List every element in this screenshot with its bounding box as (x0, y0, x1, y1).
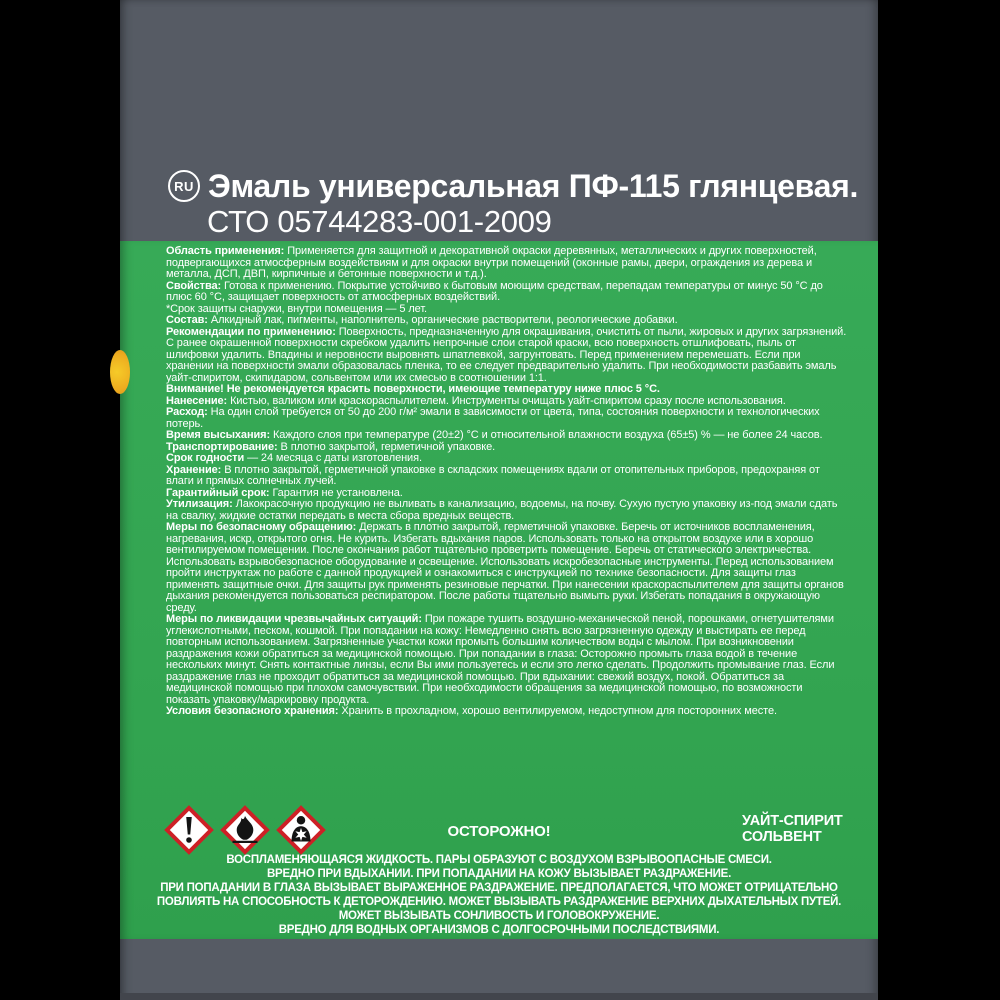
yellow-accent-blob (110, 350, 130, 394)
section-protection-term: *Срок защиты снаружи, внутри помещения — 5 лет. (166, 302, 427, 315)
section-shelf-life: Срок годности — 24 месяца с даты изготовления. (166, 452, 422, 464)
section-application: Область применения: Применяется для защитной и декоративной окраски деревянных, металлических и других поверхностей, подвергающихся атмосферным воздействиям и для окраски внутри помещений (оконные рамы, двери, ограждения из дерева и металла, ДСП, ДВП, кирпичные и бетонные поверхности и т.д.). (166, 245, 817, 280)
section-application-method: Нанесение: Кистью, валиком или краскораспылителем. Инструменты очищать уайт-спиритом сразу после использования. (166, 394, 786, 407)
section-recommendations: Рекомендации по применению: Поверхность, предназначенную для окрашивания, очистить от пыли, жировых и других загрязнений. С ранее окрашенной поверхности скребком удалить непрочные слои старой краски, всю поверхность отшлифовать, пыль от шлифовки удалить. Впадины и неровности выровнять шпатлевкой, загрунтовать. Перед применением перемешать. Если при хранении на поверхности эмали образовалась пленка, то ее следует предварительно удалить. При необходимости разбавить эмаль уайт-спиритом, скипидаром, сольвентом или их смесью в соотношении 1:1. (166, 325, 847, 384)
section-drying-time: Время высыхания: Каждого слоя при температуре (20±2) °С и относительной влажности воздуха (65±5) % — не более 24 часов. (166, 429, 823, 441)
solvent-line-1: УАЙТ-СПИРИТ (742, 813, 843, 829)
signal-word: ОСТОРОЖНО! (447, 823, 551, 840)
ru-badge-icon: RU (168, 170, 200, 202)
section-consumption: Расход: На один слой требуется от 50 до 200 г/м² эмали в зависимости от цвета, типа, состояния поверхности и технологических потерь. (166, 406, 820, 430)
section-warranty: Гарантийный срок: Гарантия не установлена. (166, 486, 403, 499)
can-bottom-edge (120, 993, 878, 1000)
section-attention: Внимание! Не рекомендуется красить поверхности, имеющие температуру ниже плюс 5 °С. (166, 383, 660, 395)
section-emergency-measures: Меры по ликвидации чрезвычайных ситуаций: При пожаре тушить воздушно-механической пеной, порошками, огнетушителями углекислотными, песком, кошмой. При попадании на кожу: Немедленно снять всю загрязненную одежду и выстирать ее перед повторным использованием. Загрязненные участки кожи промыть большим количеством воды с мылом. При возникновении раздражения кожи обратиться за медицинской помощью. При попадании в глаза: Осторожно промыть глаза водой в течение нескольких минут. Снять контактные линзы, если Вы ими пользуетесь и если это легко сделать. Продолжить промывание глаз. Если раздражение глаз не проходит обратиться за медицинской помощью. При вдыхании: свежий воздух, покой. Обратиться за медицинской помощью при плохом самочувствии. При необходимости обращения за медицинской помощью, по возможности показать упаковку/маркировку продукта. (166, 613, 835, 706)
green-label (120, 241, 878, 939)
hazard-statement: ВРЕДНО ДЛЯ ВОДНЫХ ОРГАНИЗМОВ С ДОЛГОСРОЧНЫМИ ПОСЛЕДСТВИЯМИ. (278, 924, 720, 936)
hazard-statement: ПРИ ПОПАДАНИИ В ГЛАЗА ВЫЗЫВАЕТ ВЫРАЖЕННОЕ РАЗДРАЖЕНИЕ. ПРЕДПОЛАГАЕТСЯ, ЧТО МОЖЕТ ОТРИЦАТЕЛЬНО (160, 882, 838, 894)
section-disposal: Утилизация: Лакокрасочную продукцию не выливать в канализацию, водоемы, на почву. Сухую пустую упаковку из-под эмали сдать на свалку, жидкие остатки передать в места сбора вредных веществ. (166, 498, 838, 522)
hazard-statement: ПОВЛИЯТЬ НА СПОСОБНОСТЬ К ДЕТОРОЖДЕНИЮ. МОЖЕТ ВЫЗЫВАТЬ РАЗДРАЖЕНИЕ ВЕРХНИХ ДЫХАТЕЛЬНЫХ ПУТЕЙ. (156, 896, 842, 908)
standard-number: СТО 05744283-001-2009 (207, 204, 552, 239)
section-safety-measures: Меры по безопасному обращению: Держать в плотно закрытой, герметичной упаковке. Беречь от источников воспламенения, нагревания, искр, открытого огня. Не курить. Избегать вдыхания паров. Использовать только на открытом воздухе или в хорошо вентилируемом помещении. После окончания работ тщательно проветрить помещение. Беречь от статического электричества. Использовать взрывобезопасное оборудование и освещение. Использовать искробезопасные инструменты. Перед использованием пройти инструктаж по работе с данной продукцией и ознакомиться с инструкцией по технике безопасности. Для защиты глаз применять защитные очки. Для защиты рук применять резиновые перчатки. При нанесении краскораспылителем для защиты органов дыхания рекомендуется пользоваться респиратором. После работы тщательно вымыть руки. Избегать попадания в окружающую среду. (166, 521, 844, 614)
section-transport: Транспортирование: В плотно закрытой, герметичной упаковке. (166, 440, 496, 453)
product-title: Эмаль универсальная ПФ-115 глянцевая. (208, 168, 859, 204)
hazard-statement: ВРЕДНО ПРИ ВДЫХАНИИ. ПРИ ПОПАДАНИИ НА КОЖУ ВЫЗЫВАЕТ РАЗДРАЖЕНИЕ. (266, 868, 732, 880)
solvent-names (742, 813, 843, 845)
hazard-statement: ВОСПЛАМЕНЯЮЩАЯСЯ ЖИДКОСТЬ. ПАРЫ ОБРАЗУЮТ С ВОЗДУХОМ ВЗРЫВООПАСНЫЕ СМЕСИ. (226, 854, 772, 866)
hazard-statements (120, 853, 878, 937)
section-safe-storage: Условия безопасного хранения: Хранить в прохладном, хорошо вентилируемом, недоступном для посторонних месте. (166, 705, 777, 717)
solvent-line-2: СОЛЬВЕНТ (742, 829, 822, 845)
hazard-row (120, 803, 878, 859)
label-header (168, 168, 858, 239)
label-body-text (120, 241, 878, 718)
title-row (168, 168, 858, 204)
hazard-statement: МОЖЕТ ВЫЗЫВАТЬ СОНЛИВОСТЬ И ГОЛОВОКРУЖЕНИЕ. (338, 910, 660, 922)
section-properties: Свойства: Готова к применению. Покрытие устойчиво к бытовым моющим средствам, перепадам температуры от минус 50 °С до плюс 60 °С, защищает поверхность от атмосферных воздействий. (166, 279, 823, 303)
section-storage: Хранение: В плотно закрытой, герметичной упаковке в складских помещениях вдали от отопительных приборов, предохраняя от влаги и прямых солнечных лучей. (166, 463, 820, 487)
paint-can (120, 0, 878, 1000)
section-composition: Состав: Алкидный лак, пигменты, наполнитель, органические растворители, реологические добавки. (166, 314, 678, 326)
